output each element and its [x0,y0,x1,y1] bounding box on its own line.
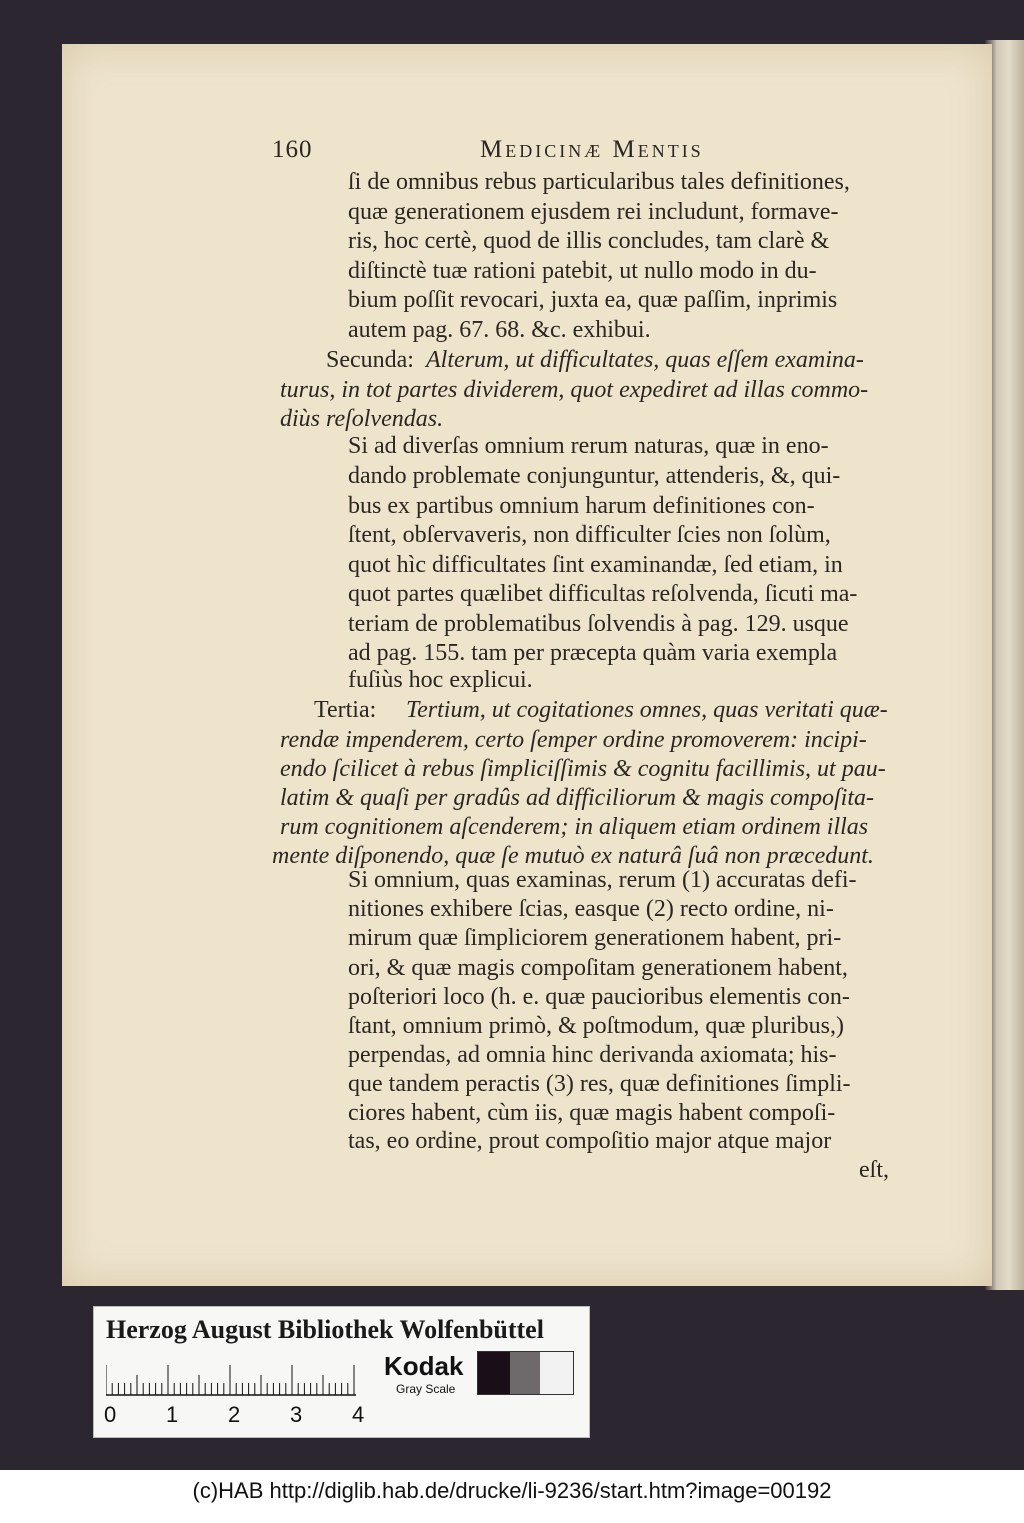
rule-text-line: endo ſcilicet à rebus ſimpliciſſimis & cognitu facillimis, ut pau- [280,756,886,782]
library-name: Herzog August Bibliothek Wolfenbüttel [106,1315,544,1344]
text-line: dando problemate conjunguntur, attenderis, &, qui- [348,463,841,489]
rule-text-line: Alterum, ut difficultates, quas eſſem examina- [426,347,864,373]
rule-label-secunda: Secunda: [326,347,414,373]
text-line: ſtant, omnium primò, & poſtmodum, quæ pluribus,) [348,1013,844,1039]
rule-text-line: rendæ impenderem, certo ſemper ordine promoverem: incipi- [280,727,867,753]
swatch [510,1352,540,1394]
ruler-number: 2 [228,1402,241,1427]
gray-swatches [477,1351,574,1395]
text-line: poſteriori loco (h. e. quæ paucioribus elementis con- [348,984,850,1010]
rule-text-line: turus, in tot partes dividerem, quot expediret ad illas commo- [280,377,869,403]
ruler-number: 4 [352,1402,365,1427]
swatch [540,1352,573,1394]
text-line: ciores habent, cùm iis, quæ magis habent compoſi- [348,1100,836,1126]
text-line: mirum quæ ſimpliciorem generationem habent, pri- [348,925,842,951]
ruler-numbers [104,1402,374,1430]
gray-scale-caption: Gray Scale [396,1382,456,1396]
ruler-number: 3 [290,1402,303,1427]
book-page [62,44,992,1286]
running-title: Medicinæ Mentis [480,136,704,163]
ruler-scale [106,1357,366,1397]
text-line: ſtent, obſervaveris, non difficulter ſcies non ſolùm, [348,522,831,548]
catchword: eſt, [859,1157,889,1183]
swatch [478,1352,510,1394]
rule-text-line: diùs reſolvendas. [280,406,444,432]
text-line: Si omnium, quas examinas, rerum (1) accuratas defi- [348,867,857,893]
text-line: bium poſſit revocari, juxta ea, quæ paſſim, inprimis [348,287,838,313]
text-line: perpendas, ad omnia hinc derivanda axiomata; his- [348,1042,837,1068]
text-line: Si ad diverſas omnium rerum naturas, quæ in eno- [348,433,829,459]
kodak-brand: Kodak [384,1351,464,1381]
text-line: quot hìc difficultates ſint examinandæ, ſed etiam, in [348,552,843,578]
rule-text-line: rum cognitionem aſcenderem; in aliquem etiam ordinem illas [280,814,869,840]
rule-text-line: Tertium, ut cogitationes omnes, quas veritati quæ- [406,697,888,723]
text-line: ad pag. 155. tam per præcepta quàm varia exempla [348,640,838,666]
text-line: nitiones exhibere ſcias, easque (2) recto ordine, ni- [348,896,834,922]
rule-label-tertia: Tertia: [314,697,377,723]
text-line: autem pag. 67. 68. &c. exhibui. [348,317,651,343]
page-number: 160 [272,136,313,163]
image-credit: (c)HAB http://diglib.hab.de/drucke/li-9236/start.htm?image=00192 [192,1478,832,1503]
text-line: quot partes quælibet difficultas reſolvenda, ſicuti ma- [348,581,858,607]
text-line: teriam de problematibus ſolvendis à pag. 129. usque [348,611,849,637]
ruler-number: 1 [166,1402,179,1427]
rule-text-line: latim & quaſi per gradûs ad difficiliorum & magis compoſita- [280,785,874,811]
text-line: ſi de omnibus rebus particularibus tales definitiones, [348,169,850,195]
text-line: bus ex partibus omnium harum definitiones con- [348,493,815,519]
ruler-number: 0 [104,1402,117,1427]
text-line: diſtinctè tuæ rationi patebit, ut nullo modo in du- [348,258,817,284]
text-line: quæ generationem ejusdem rei includunt, formave- [348,199,839,225]
text-line: que tandem peractis (3) res, quæ definitiones ſimpli- [348,1071,851,1097]
text-line: ris, hoc certè, quod de illis concludes, tam clarè & [348,228,830,254]
text-line: tas, eo ordine, prout compoſitio major atque major [348,1128,832,1154]
text-line: fuſiùs hoc explicui. [348,667,533,693]
library-color-card [93,1306,590,1438]
rule-text-line: mente diſponendo, quæ ſe mutuò ex naturâ ſuâ non præcedunt. [272,843,874,869]
text-line: ori, & quæ magis compoſitam generationem habent, [348,955,848,981]
